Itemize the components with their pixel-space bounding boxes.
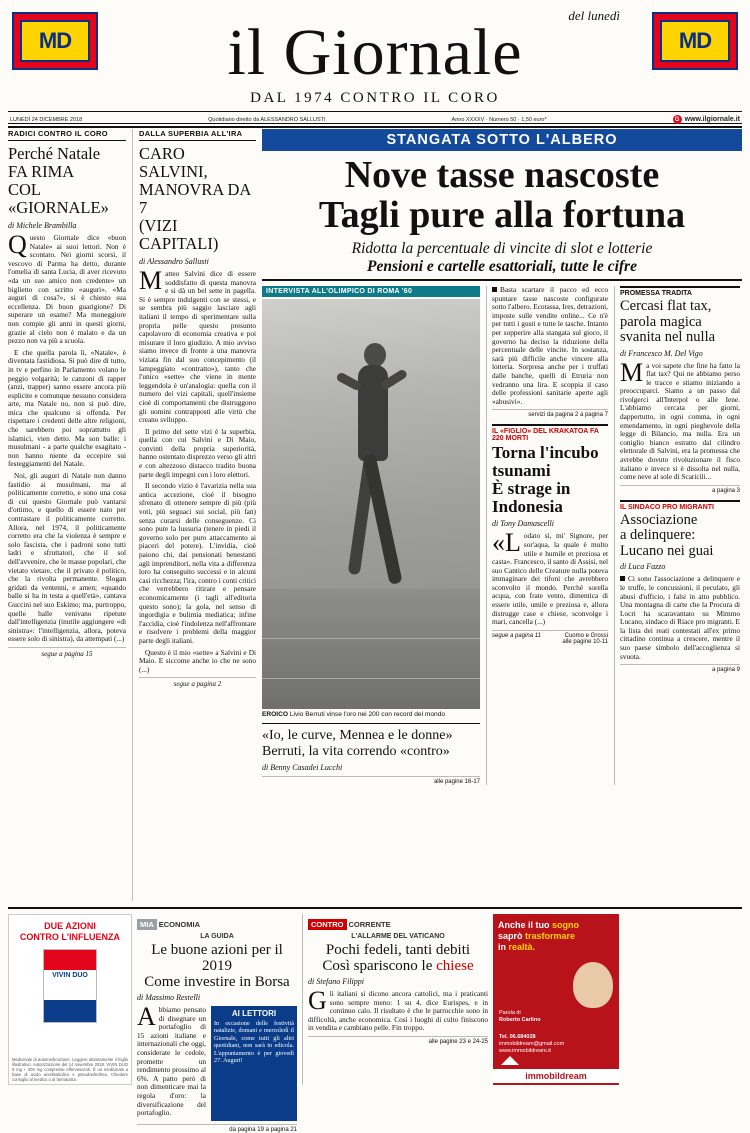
controcorrente-headline-line1: Pochi fedeli, tanti debiti bbox=[325, 942, 471, 958]
economia-byline: di Massimo Restelli bbox=[137, 993, 201, 1002]
economia-body bbox=[137, 1002, 206, 1121]
paper-motto: DAL 1974 CONTRO IL CORO bbox=[250, 90, 500, 106]
issue-number: Anno XXXXV · Numero 50 · 1,50 euro* bbox=[451, 116, 547, 123]
ai-lettori-box bbox=[211, 1006, 297, 1121]
lucano-block bbox=[620, 500, 740, 673]
col2-para-1: Il primo del sette vizi è la superbia, quella con cui Salvini e Di Maio, convinti della propria superiorità, hanno ostentato disprezzo verso gli altri e con altezzoso distacco tradito buona parte degli impegni con i loro elettori. bbox=[139, 426, 256, 479]
controcorrente-ref[interactable]: alle pagine 23 e 24-25 bbox=[308, 1036, 488, 1045]
runner-head bbox=[364, 343, 386, 367]
center-mid-para bbox=[492, 286, 608, 406]
col2-para-2: Il secondo vizio è l'avarizia nella sua antica accezione, cioè il bisogno sfrenato di ottenere sempre di più (più voti, più seguaci sui social, più fan) senza curarsi delle conseguenze. Ci sono pure la lussuria (tenere in piedi il governo solo per puro attaccamento ai piaceri del potere). L'invidia, cioè paiono chi, dai pensionati benestanti agli imprenditori, nella vita a differenza loro ha conseguito successi e in alcuni casi ricchezza; l'ira, contro i conti critici che verrebbero ritirare e pensare economicamente (i tagli all'editoria questo sono); la gola, nel senso di ingordigia e bulimia mediatica; infine l'accidia, cioè l'indolenza nell'affrontare e risolvere i problemi della maggior parte degli italiani. bbox=[139, 481, 256, 645]
photo-caption bbox=[262, 711, 480, 719]
col2-headline-line3: (VIZI CAPITALI) bbox=[139, 216, 219, 253]
flattax-para: Ma voi sapete che fine ha fatto la flat tax? Qui ne abbiamo perso le tracce e stiamo iniziando a preoccuparci. Siamo a un passo dal rivolgerci all'Interpol o alle Iene. L'abbiamo cercata per giorni, dappertutto, in ogni comma, in ogni emendamento, in ogni pieghevole della legge di Bilancio, ma nulla. Era un coniglio bianco estratto dal cilindro elettorale di Salvini, era la promessa che avrebbe dovuto rivoluzionare il fisco italiano e invece si è dissolta nel nulla, come neve al sole di Scaricili... bbox=[620, 357, 740, 482]
md-logo-text: MD bbox=[20, 20, 90, 62]
col2-para-3: Questo è il mio «sette» a Salvini e Di Maio. E siccome anche io che ne sono (...) bbox=[139, 647, 256, 674]
ad-immobildream-line2: saprò bbox=[498, 931, 526, 941]
controcorrente-tag-2: CORRENTE bbox=[348, 920, 391, 929]
bullet-square-icon bbox=[620, 576, 625, 581]
ad-legal-text: Medicinale di automedicazione. Leggere attentamente il foglio illustrativo. Autorizzazione del 14 novembre 2018. VIVIN DUO 5 mg + 200 mg compresse effervescenti. È un medicinale a base di acido acetilsalicilico e pseudoefedrina. Chiedere consiglio al medico o al farmacista. bbox=[12, 1057, 128, 1082]
flattax-headline-line2: parola magica bbox=[620, 313, 702, 330]
photo-column bbox=[262, 286, 480, 785]
economia-tag-2: ECONOMIA bbox=[158, 920, 200, 929]
flattax-ref[interactable]: a pagina 3 bbox=[620, 485, 740, 494]
tsunami-headline-line1: Torna l'incubo tsunami bbox=[492, 443, 599, 481]
title-block bbox=[8, 6, 742, 107]
economia-headline-line2: Come investire in Borsa bbox=[144, 974, 290, 990]
website-url: www.ilgiornale.it bbox=[684, 116, 740, 123]
ad-immobildream-line3: in bbox=[498, 942, 509, 952]
runner-figure bbox=[342, 365, 408, 655]
lucano-kicker: IL SINDACO PRO MIGRANTI bbox=[620, 500, 740, 511]
tsunami-refs[interactable] bbox=[492, 630, 608, 645]
tsunami-headline bbox=[492, 444, 608, 516]
column-left bbox=[8, 129, 126, 901]
economia-headline-line1: Le buone azioni per il 2019 bbox=[151, 942, 283, 974]
economia-block bbox=[137, 914, 297, 1133]
photo-headline-line1: «Io, le curve, Mennea e le donne» bbox=[262, 728, 453, 743]
controcorrente-headline-line2b: chiese bbox=[436, 958, 474, 974]
ad-person-photo bbox=[573, 962, 613, 1008]
economia-kicker: LA GUIDA bbox=[200, 933, 234, 940]
house-icon bbox=[501, 1056, 519, 1065]
ad-email[interactable]: immobildream@gmail.com bbox=[499, 1041, 565, 1047]
lane-line bbox=[262, 678, 480, 679]
issue-date: LUNEDÌ 24 DICEMBRE 2018 bbox=[10, 116, 83, 123]
col2-headline-line2: MANOVRA DA 7 bbox=[139, 180, 251, 217]
col2-para-0: Matteo Salvini dice di essere soddisfatto di questa manovra e si dà un bel sette in pagella. Si è sempre indulgenti con se stessi, e se sembra più saggio lasciare agli italiani il tempo di sperimentare sulla propria pelle questo presunto capolavoro di economia creativa e poi misurare il loro giudizio. A mio avviso siamo invece di fronte a una manovra viziata fin dal suo concepimento (il lampeggiato «contratto»), tanto che l'unico «sette» che viene in mente leggendola è un'analogia: quella con il numero dei vizi capitali, quell'insieme cioè di comportamenti che distruggono gli uomini contrapposti alle virtù che creano sviluppo. bbox=[139, 266, 256, 425]
tsunami-body bbox=[492, 528, 608, 627]
economia-tag-1: MIA bbox=[137, 919, 157, 930]
lead-subhead-2: Pensioni e cartelle esattoriali, tutte le cifre bbox=[262, 258, 742, 281]
col2-body bbox=[139, 266, 256, 674]
ai-lettori-title: AI LETTORI bbox=[231, 1009, 277, 1018]
photo-caption-text: Livio Berruti vinse l'oro nei 200 con record del mondo bbox=[289, 711, 446, 718]
col1-para-1: E che quella parola lì, «Natale», è diventata fastidiosa. Si può dire di tutto, in tv e perfino in Parlamento volano le peggio volgarità; le canzoni di rapper (anzi, trapper) sanno essere ancora più esplicite e comunque nessuno considera arte, ma Natale no, non si può dire, mica che qualcuno si offenda. Per rispettare i credenti delle altre religioni, che sarebbero poi soprattutto gli islamici, vien detto. Ma son balle: i musulmani - a parte qualche esagitato - non hanno niente da eccepire sui festeggiamenti del Natale. bbox=[8, 347, 126, 469]
center-mid-column bbox=[486, 286, 608, 785]
col1-headline-line1: Perché Natale bbox=[8, 144, 101, 163]
flattax-headline-line3: svanita nel nulla bbox=[620, 329, 716, 345]
tsunami-para: «Lodato sì, mi' Signore, per sor'aqua, la quale è multo utile e humile et preziosa et casta». Francesco, il santo di Assisi, nel suo Cantico delle Creature nulla poteva immaginare dei tifoni che avrebbero sconvolto il mondo. Perché sorella acqua, con frate vento, dimentica di essere utile, umile e preziosa e, allora distrugge case e chiese, sconvolge i mari, cancella (...) bbox=[492, 528, 608, 627]
lucano-ref[interactable]: a pagina 9 bbox=[620, 664, 740, 673]
editor-line: Quotidiano diretto da ALESSANDRO SALLUSTI bbox=[208, 116, 326, 123]
lead-banner: STANGATA SOTTO L'ALBERO bbox=[262, 129, 742, 151]
col2-byline: di Alessandro Sallusti bbox=[139, 257, 209, 266]
col1-body bbox=[8, 230, 126, 644]
ad-immobildream-headline bbox=[493, 914, 619, 953]
tsunami-continuation[interactable]: segue a pagina 11 bbox=[492, 632, 541, 639]
main-grid bbox=[8, 129, 742, 901]
lead-headline-line1: Nove tasse nascoste bbox=[344, 154, 660, 196]
bullet-square-icon bbox=[492, 287, 497, 292]
ad-immobildream-line1: Anche il tuo bbox=[498, 920, 552, 930]
flattax-body bbox=[620, 357, 740, 482]
controcorrente-body bbox=[308, 986, 488, 1033]
lead-headline bbox=[262, 155, 742, 235]
edition-label: del lunedì bbox=[568, 8, 620, 23]
col1-continuation[interactable]: segue a pagina 15 bbox=[8, 647, 126, 658]
flattax-headline-line1: Cercasi flat tax, bbox=[620, 298, 712, 314]
ad-phone[interactable]: Tel. 06.684028 bbox=[499, 1034, 536, 1040]
lucano-byline: di Luca Fazzo bbox=[620, 562, 666, 572]
photo-kicker: INTERVISTA ALL'OLIMPICO DI ROMA '60 bbox=[262, 286, 480, 297]
col1-headline-line2: FA RIMA bbox=[8, 162, 75, 181]
col2-headline bbox=[139, 145, 256, 253]
lucano-headline-line1: Associazione bbox=[620, 511, 698, 528]
ad-contact bbox=[499, 1034, 564, 1055]
ad-product-pack bbox=[43, 949, 97, 1023]
globe-icon: G bbox=[673, 115, 682, 124]
photo-caption-label: EROICO bbox=[262, 711, 289, 718]
economia-headline bbox=[137, 942, 297, 990]
col2-headline-line1: CARO SALVINI, bbox=[139, 144, 208, 181]
col1-headline bbox=[8, 145, 126, 217]
ad-vivinduo-title-line1: DUE AZIONI bbox=[44, 921, 96, 931]
ad-immobildream-line3-accent: realtà. bbox=[508, 942, 536, 952]
md-logo-text-right: MD bbox=[660, 20, 730, 62]
pack-band bbox=[44, 950, 96, 970]
controcorrente-para: Gli italiani si dicono ancora cattolici, ma i praticanti sono sempre meno: 1 su 4, dice Eurispes, e in continuo calo. Il risultato è che le parrocchie sono in difficoltà, anche economica. Così i luoghi di culto finiscono in vendita e cambiano pelle. Fin troppo. bbox=[308, 986, 488, 1033]
lucano-headline-line2: a delinquere: bbox=[620, 527, 696, 544]
lucano-para-text: Ci sono l'associazione a delinquere e le truffe, le concussioni, il peculato, gli abusi d'ufficio, i falsi in atto pubblico. Una montagna di carte che la Procura di Locri ha scaravantato su Mimmo Lucano, sindaco di Riace pro migranti. E la lista dei reati contestati all'ex primo cittadino continua a crescere, mentre il suo paese simbolo dell'accoglienza si svuota. bbox=[620, 574, 740, 661]
center-mid-refs[interactable] bbox=[492, 409, 608, 418]
flattax-kicker: PROMESSA TRADITA bbox=[620, 286, 740, 297]
ad-brand-name: immobildream bbox=[493, 1069, 619, 1083]
col1-para-2: Noi, gli auguri di Natale non danno fastidio ai musulmani, ma al politicamente corretto, e sono una cosa di cui questo Giornale può vantarsi d'ottimo, e quello di essere nato per contrastare il politicamente corretto. Allora, nel 1974, il politicamente corretto era che la violenza è sempre e solo fascista, che i padroni sono tutti ladri e sfruttatori, che il sol dell'avvenire, che le masse popolari, che vietato vietare, che il privato è politico, che la rivolta permanente. Slogan gridati da ventenni, e amen; «quando balle si ha in testa a quell'età», cantava Guccini nel suo Eskimo; ma, purtroppo, quelle balle venivano ripetute dall'intelligenzia (inutile aggiungere «di sinistra»: l'intelligenzia, allora, poteva essere solo di sinistra), da attempati (...) bbox=[8, 471, 126, 644]
lead-subhead-1: Ridotta la percentuale di vincite di slot e lotterie bbox=[351, 240, 653, 257]
lucano-headline-line3: Lucano nei guai bbox=[620, 542, 714, 559]
tsunami-headline-line2: È strage in Indonesia bbox=[492, 479, 571, 517]
col1-headline-line3: COL «GIORNALE» bbox=[8, 180, 109, 217]
col2-continuation[interactable]: segue a pagina 2 bbox=[139, 677, 256, 688]
center-mid-refs-text[interactable]: servizi da pagina 2 a pagina 7 bbox=[528, 412, 608, 419]
ad-vivinduo[interactable] bbox=[8, 914, 132, 1085]
ad-product-name: VIVIN DUO bbox=[52, 972, 88, 979]
runner-leg-right bbox=[363, 453, 403, 585]
info-bar bbox=[8, 111, 742, 128]
ad-website[interactable]: www.immobildream.it bbox=[499, 1048, 551, 1054]
controcorrente-tag-1: CONTRO bbox=[308, 919, 347, 930]
economia-ref[interactable]: da pagina 19 a pagina 21 bbox=[137, 1124, 297, 1133]
athlete-photo bbox=[262, 299, 480, 709]
flattax-headline bbox=[620, 299, 740, 346]
md-logo-right bbox=[652, 12, 738, 70]
ai-lettori-body: In occasione delle festività natalizie, domani e mercoledì il Giornale, come tutti gli altri quotidiani, non sarà in edicola. L'appuntamento è per giovedì 27. Auguri! bbox=[214, 1020, 294, 1065]
lower-grid bbox=[262, 286, 742, 785]
col1-para-0: Questo Giornale dice «buon Natale» ai suoi lettori. Non è scontato. Nei giorni scorsi, il vescovo di Parma ha detto, durante l'omelia di santa Lucia, di aver ricevuto «da un suo amico non credente» un biglietto con scritto «auguri». «Ma auguri di cosa?», si è chiesto sua eccellenza. Di buon guarigione? Di superare un esame? Ma moneggiore non compie gli anni in questi giorni, grazie al cielo non è malato e da un pezzo non va più a scuola. bbox=[8, 230, 126, 346]
md-logo-left bbox=[12, 12, 98, 70]
flattax-byline: di Francesco M. Del Vigo bbox=[620, 348, 703, 358]
center-mid-para-text: Basta scartare il pacco ed ecco spuntare tasse nascoste configurate sotto l'albero. Ecotassa, Ires, detrazioni, imposte sulle vendite online... Ce n'è per tutti i gusti e tutte le tasche. Intanto per sopperire alla stangata sul gioco, il governo ha deciso la riduzione della percentuale delle vincite. In sostanza, sarà più difficile anche vincere alla lotteria. Sorpresa anche per i truffati dalle banche, quelli di Etruria non vedranno una lira. E scoppia il caso delle professioni sanitarie aperte agli «abusivi». bbox=[492, 285, 608, 406]
controcorrente-headline-line2a: Così spariscono le bbox=[322, 958, 437, 974]
lead-headline-line2: Tagli pure alla fortuna bbox=[318, 194, 686, 236]
ad-person-name: Roberto Carlino bbox=[499, 1017, 541, 1023]
ad-vivinduo-title-line2: CONTRO L'INFLUENZA bbox=[19, 932, 121, 942]
column-main bbox=[262, 129, 742, 901]
tsunami-pages[interactable]: alle pagine 10-11 bbox=[562, 638, 608, 645]
col1-byline: di Michele Brambilla bbox=[8, 221, 77, 230]
pack-footer bbox=[44, 1000, 96, 1022]
center-mid-body bbox=[492, 286, 608, 406]
ad-immobildream-line2-accent: trasformare bbox=[525, 931, 576, 941]
photo-page-ref[interactable]: alle pagine 16-17 bbox=[262, 776, 480, 785]
ad-person-label: Parola di bbox=[499, 1010, 521, 1016]
controcorrente-block bbox=[302, 914, 488, 1085]
photo-headline-line2: Berruti, la vita correndo «contro» bbox=[262, 744, 450, 759]
tsunami-kicker: IL «FIGLIO» DEL KRAKATOA FA 220 MORTI bbox=[492, 424, 608, 442]
col2-kicker: DALLA SUPERBIA ALL'IRA bbox=[139, 129, 256, 141]
controcorrente-kicker: L'ALLARME DEL VATICANO bbox=[351, 933, 445, 940]
ad-immobildream[interactable] bbox=[493, 914, 619, 1085]
economia-para: Abbiamo pensato di disegnare un portafoglio di 15 azioni italiane e internazionali che oggi, considerate le cedole, promette un rendimento prossimo al 6%. A patto però di non dimenticare mai la regola d'oro: la diversificazione del portafoglio. bbox=[137, 1002, 206, 1118]
controcorrente-headline bbox=[308, 942, 488, 974]
ad-vivinduo-title bbox=[9, 921, 131, 943]
lucano-para bbox=[620, 575, 740, 661]
controcorrente-byline: di Stefano Filippi bbox=[308, 977, 364, 986]
ad-immobildream-line1-accent: sogno bbox=[552, 920, 579, 930]
lucano-body bbox=[620, 575, 740, 661]
ad-person-caption bbox=[499, 1010, 541, 1024]
website-block bbox=[673, 115, 740, 124]
col1-kicker: RADICI CONTRO IL CORO bbox=[8, 129, 126, 141]
photo-headline bbox=[262, 723, 480, 760]
economia-lower bbox=[137, 1002, 297, 1121]
page-title: il Giornale bbox=[227, 16, 523, 89]
bottom-strip bbox=[8, 907, 742, 1133]
photo-byline: di Benny Casadei Lucchi bbox=[262, 763, 343, 772]
lucano-headline bbox=[620, 513, 740, 560]
tsunami-authors: Cuomo e Grossi bbox=[564, 632, 608, 639]
masthead bbox=[8, 6, 742, 124]
column-editorial bbox=[132, 129, 256, 901]
flattax-block bbox=[620, 286, 740, 494]
right-column bbox=[614, 286, 740, 785]
tsunami-byline: di Tony Damascelli bbox=[492, 519, 554, 529]
